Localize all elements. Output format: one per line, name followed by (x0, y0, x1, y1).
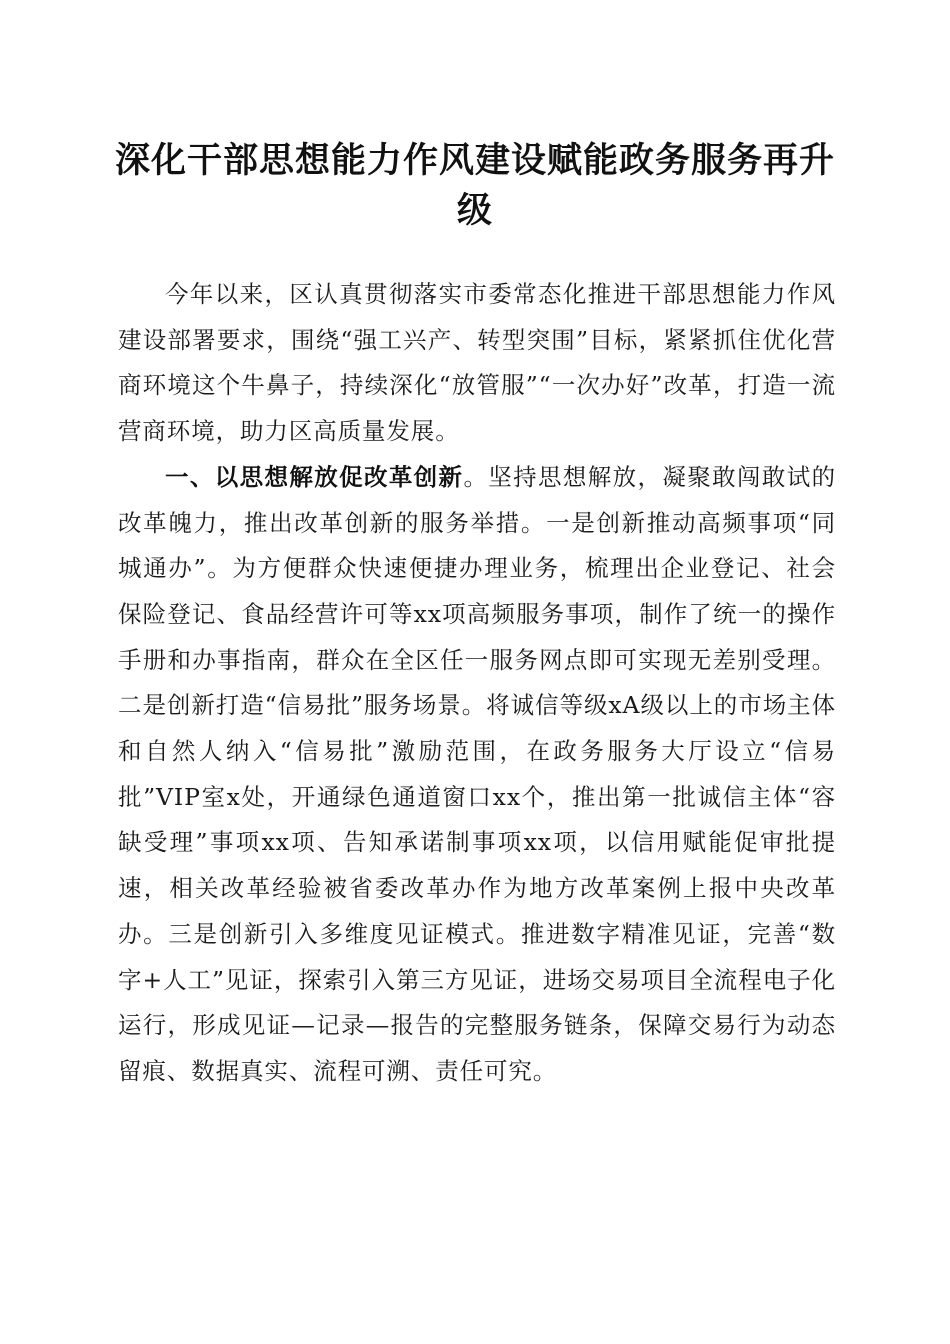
document-title: 深化干部思想能力作风建设赋能政务服务再升级 (115, 140, 836, 231)
intro-paragraph: 今年以来，区认真贯彻落实市委常态化推进干部思想能力作风建设部署要求，围绕“强工兴产、转型突围”目标，紧紧抓住优化营商环境这个牛鼻子，持续深化“放管服”“一次办好”改革，打造一流营商环境，助力区高质量发展。 (118, 280, 836, 446)
section-one-heading: 一、以思想解放促改革创新 (165, 462, 464, 491)
document-body (118, 272, 836, 1095)
section-one-text: 。坚持思想解放，凝聚敢闯敢试的改革魄力，推出改革创新的服务举措。一是创新推动高频事项“同城通办”。为方便群众快速便捷办理业务，梳理出企业登记、社会保险登记、食品经营许可等xx项高频服务事项，制作了统一的操作手册和办事指南，群众在全区任一服务网点即可实现无差别受理。二是创新打造“信易批”服务场景。将诚信等级xA级以上的市场主体和自然人纳入“信易批”激励范围，在政务服务大厅设立“信易批”VIP室x处，开通绿色通道窗口xx个，推出第一批诚信主体“容缺受理”事项xx项、告知承诺制事项xx项，以信用赋能促审批提速，相关改革经验被省委改革办作为地方改革案例上报中央改革办。三是创新引入多维度见证模式。推进数字精准见证，完善“数字+人工”见证，探索引入第三方见证，进场交易项目全流程电子化运行，形成见证—记录—报告的完整服务链条，保障交易行为动态留痕、数据真实、流程可溯、责任可究。 (118, 462, 836, 1085)
section-one-paragraph (118, 455, 836, 1095)
